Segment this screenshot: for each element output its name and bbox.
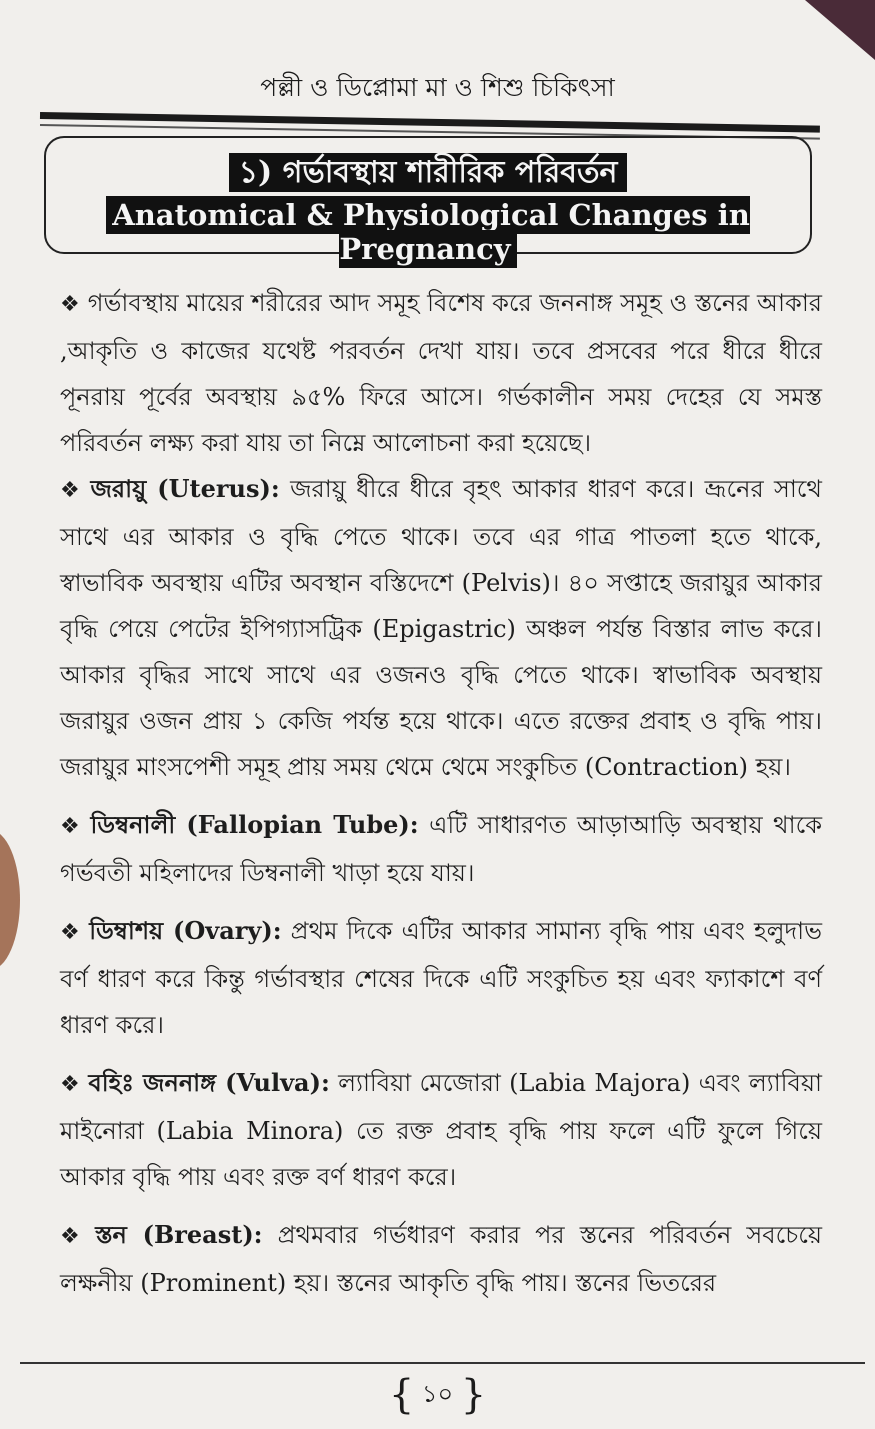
bullet-icon: ❖ [60, 814, 83, 839]
paragraph-breast [60, 1212, 822, 1306]
paragraph-uterus [60, 466, 822, 790]
paragraph-term: জরায়ু (Uterus): [90, 474, 280, 503]
paragraph-term: স্তন (Breast): [95, 1220, 263, 1249]
paragraph-intro [60, 280, 822, 466]
paragraph-vulva [60, 1060, 822, 1200]
brace-right-icon: } [460, 1372, 487, 1418]
chapter-title-box [44, 136, 812, 266]
background-corner [805, 0, 875, 60]
paragraph-text: প্রথম দিকে এটির আকার সামান্য বৃদ্ধি পায় এবং হলুদাভ বর্ণ ধারণ করে কিন্তু গর্ভাবস্থার শেষের দিকে এটি সংকুচিত হয় এবং ফ্যাকাশে বর্ণ ধারণ করে। [60, 917, 822, 1039]
bullet-icon: ❖ [60, 292, 80, 317]
bullet-icon: ❖ [60, 920, 82, 945]
page-number [0, 1372, 875, 1418]
bullet-icon: ❖ [60, 1072, 81, 1097]
page-number-value: ১০ [421, 1380, 454, 1408]
paragraph-term: ডিম্বনালী (Fallopian Tube): [90, 810, 419, 839]
thumb-edge [0, 830, 20, 970]
body-text [60, 280, 822, 1306]
paragraph-term: বহিঃ জননাঙ্গ (Vulva): [88, 1068, 330, 1097]
paragraph-text: প্রথমবার গর্ভধারণ করার পর স্তনের পরিবর্তন সবচেয়ে লক্ষনীয় (Prominent) হয়। স্তনের আকৃতি বৃদ্ধি পায়। স্তনের ভিতরের [60, 1221, 822, 1297]
paragraph-text: গর্ভাবস্থায় মায়ের শরীরের আদ সমূহ বিশেষ করে জননাঙ্গ সমূহ ও স্তনের আকার ,আকৃতি ও কাজের যথেষ্ট পরবর্তন দেখা যায়। তবে প্রসবের পরে ধীরে ধীরে পূনরায় পূর্বের অবস্থায় ৯৫% ফিরে আসে। গর্ভকালীন সময় দেহের যে সমস্ত পরিবর্তন লক্ষ্য করা যায় তা নিম্নে আলোচনা করা হয়েছে। [60, 289, 822, 457]
chapter-title-bn: ১) গর্ভাবস্থায় শারীরিক পরিবর্তন [229, 153, 628, 192]
paragraph-text: এটি সাধারণত আড়াআড়ি অবস্থায় থাকে গর্ভবতী মহিলাদের ডিম্বনালী খাড়া হয়ে যায়। [60, 811, 822, 887]
header-rule [40, 112, 820, 133]
bullet-icon: ❖ [60, 478, 83, 503]
paragraph-text: জরায়ু ধীরে ধীরে বৃহৎ আকার ধারণ করে। ভ্রূনের সাথে সাথে এর আকার ও বৃদ্ধি পেতে থাকে। তবে এর গাত্র পাতলা হতে থাকে, স্বাভাবিক অবস্থায় এটির অবস্থান বস্তিদেশে (Pelvis)। ৪০ সপ্তাহে জরায়ুর আকার বৃদ্ধি পেয়ে পেটের ইপিগ্যাসট্রিক (Epigastric) অঞ্চল পর্যন্ত বিস্তার লাভ করে। আকার বৃদ্ধির সাথে সাথে এর ওজনও বৃদ্ধি পেতে থাকে। স্বাভাবিক অবস্থায় জরায়ুর ওজন প্রায় ১ কেজি পর্যন্ত হয়ে থাকে। এতে রক্তের প্রবাহ ও বৃদ্ধি পায়। জরায়ুর মাংসপেশী সমূহ প্রায় সময় থেমে থেমে সংকুচিত (Contraction) হয়। [60, 475, 822, 781]
paragraph-text: ল্যাবিয়া মেজোরা (Labia Majora) এবং ল্যাবিয়া মাইনোরা (Labia Minora) তে রক্ত প্রবাহ বৃদ্ধি পায় ফলে এটি ফুলে গিয়ে আকার বৃদ্ধি পায় এবং রক্ত বর্ণ ধারণ করে। [60, 1069, 822, 1191]
footer-rule [20, 1362, 865, 1364]
paragraph-fallopian-tube [60, 802, 822, 896]
bullet-icon: ❖ [60, 1224, 88, 1249]
chapter-title-bn-row [46, 148, 810, 199]
chapter-title-en-row [46, 198, 810, 266]
paragraph-ovary [60, 908, 822, 1048]
chapter-title-en: Anatomical & Physiological Changes in Pregnancy [106, 196, 750, 268]
running-head: পল্লী ও ডিপ্লোমা মা ও শিশু চিকিৎসা [260, 73, 615, 102]
brace-left-icon: { [388, 1372, 415, 1418]
paragraph-term: ডিম্বাশয় (Ovary): [89, 916, 282, 945]
